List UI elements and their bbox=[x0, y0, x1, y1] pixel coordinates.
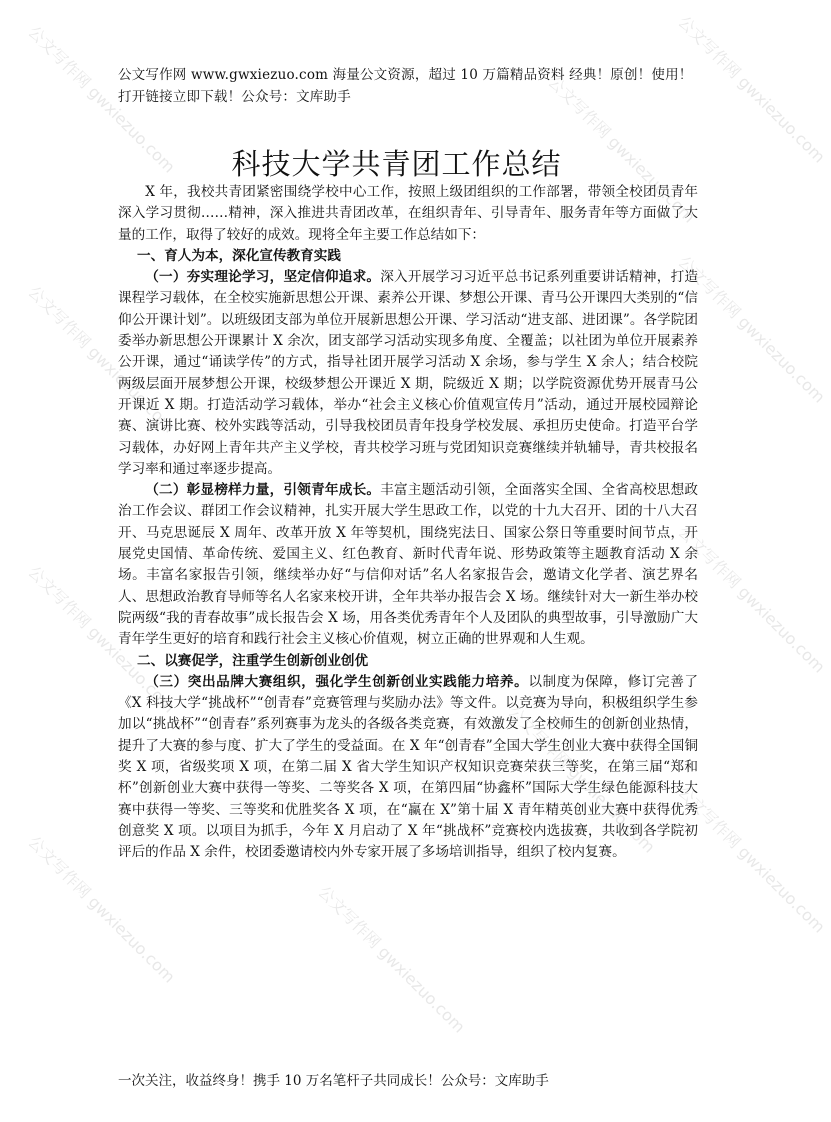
watermark-text: 公文写作网 gwxiezuo.com bbox=[544, 72, 699, 227]
watermark-text: 公文写作网 gwxiezuo.com bbox=[674, 522, 829, 677]
section-heading: 二、以赛促学，注重学生创新创业创优 bbox=[137, 652, 369, 669]
watermark-text: 公文写作网 gwxiezuo.com bbox=[504, 702, 659, 857]
watermark-text: 公文写作网 gwxiezuo.com bbox=[24, 832, 179, 987]
section-heading: 一、育人为本，深化宣传教育实践 bbox=[137, 247, 341, 264]
body-paragraph bbox=[118, 672, 698, 864]
watermark-text: 公文写作网 gwxiezuo.com bbox=[314, 882, 469, 1037]
document-body bbox=[118, 182, 698, 864]
watermark-text: 公文写作网 gwxiezuo.com bbox=[674, 782, 829, 937]
footer-note: 一次关注，收益终身！携手 10 万名笔杆子共同成长！公众号：文库助手 bbox=[118, 1073, 549, 1089]
paragraph-text: 深入开展学习习近平总书记系列重要讲话精神，打造课程学习载体，在全校实施新思想公开课、素养公开课、梦想公开课、青马公开课四大类别的“信仰公开课计划”。以班级团支部为单位开展新思想公开课、学习活动“进支部、进团课”。各学院团委举办新思想公开课累计 X 余次，团支部学习活动实现多角度、全覆盖；以社团为单位开展素养公开课，通过“诵读学传”的方式，指导社团开展学习活动 X 余场，参与学生 X 余人；结合校院两级层面开展梦想公开课，校级梦想公开课近 X 期，院级近 X 期；以学院资源优势开展青马公开课近 X 期。打造活动学习载体，举办“社会主义核心价值观宣传月”活动，通过开展校园辩论赛、演讲比赛、校外实践等活动，引导我校团员青年投身学校发展、承担历史使命。打造平台学习载体，办好网上青年共产主义学校，青共校学习班与党团知识竞赛继续并轨辅导，青共校报名学习率和通过率逐步提高。 bbox=[118, 269, 699, 477]
watermark-text: 公文写作网 gwxiezuo.com bbox=[24, 282, 179, 437]
document-title: 科技大学共青团工作总结 bbox=[231, 147, 562, 181]
body-paragraph bbox=[118, 480, 698, 650]
watermark-text: 公文写作网 gwxiezuo.com bbox=[24, 22, 179, 177]
paragraph-lead: （二）彰显榜样力量，引领青年成长。 bbox=[145, 482, 381, 499]
watermark-text: 公文写作网 gwxiezuo.com bbox=[674, 12, 829, 167]
paragraph-text: 丰富主题活动引领，全面落实全国、全省高校思想政治工作会议、群团工作会议精神，扎实开展大学生思政工作，以党的十九大召开、团的十八大召开、马克思诞辰 X 周年、改革开放 X 年等契机，围绕宪法日、国家公祭日等重要时间节点，开展党史国情、革命传统、爱国主义、红色教育、新时代青年说、形势政策等主题教育活动 X 余场。丰富名家报告引领，继续举办好“与信仰对话”名人名家报告会，邀请文化学者、演艺界名人、思想政治教育导师等名人名家来校开讲，全年共举办报告会 X 场。继续针对大一新生举办校院两级“我的青春故事”成长报告会 X 场，用各类优秀青年个人及团队的典型故事，引导激励广大青年学生更好的培育和践行社会主义核心价值观，树立正确的世界观和人生观。 bbox=[118, 482, 699, 648]
paragraph-lead: （一）夯实理论学习，坚定信仰追求。 bbox=[145, 269, 381, 286]
paragraph-text: 以制度为保障，修订完善了《X 科技大学“挑战杯”“创青春”竞赛管理与奖励办法》等文件。以竞赛为导向，积极组织学生参加以“挑战杯”“创青春”系列赛事为龙头的各级各类竞赛，有效激发了全校师生的创新创业热情，提升了大赛的参与度、扩大了学生的受益面。在 X 年“创青春”全国大学生创业大赛中获得全国铜奖 X 项，省级奖项 X 项，在第二届 X 省大学生知识产权知识竞赛荣获三等奖，在第三届“郑和杯”创新创业大赛中获得一等奖、二等奖各 X 项，在第四届“协鑫杯”国际大学生绿色能源科技大赛中获得一等奖、三等奖和优胜奖各 X 项，在“赢在 X”第十届 X 青年精英创业大赛中获得优秀创意奖 X 项。以项目为抓手，今年 X 月启动了 X 年“挑战杯”竞赛校内选拔赛，共收到各学院初评后的作品 X 余件，校团委邀请校内外专家开展了多场培训指导，组织了校内复赛。 bbox=[118, 673, 699, 861]
paragraph-lead: （三）突出品牌大赛组织，强化学生创新创业实践能力培养。 bbox=[145, 673, 529, 690]
intro-paragraph: X 年，我校共青团紧密围绕学校中心工作，按照上级团组织的工作部署，带领全校团员青年深入学习贯彻……精神，深入推进共青团改革，在组织青年、引导青年、服务青年等方面做了大量的工作，取得了较好的成效。现将全年主要工作总结如下： bbox=[118, 184, 698, 243]
body-paragraph bbox=[118, 267, 698, 480]
watermark-text: 公文写作网 gwxiezuo.com bbox=[674, 252, 829, 407]
watermark-text: 公文写作网 gwxiezuo.com bbox=[24, 562, 179, 717]
header-note: 公文写作网 www.gwxiezuo.com 海量公文资源，超过 10 万篇精品资料 经典！原创！使用！打开链接立即下载！公众号：文库助手 bbox=[118, 67, 693, 105]
